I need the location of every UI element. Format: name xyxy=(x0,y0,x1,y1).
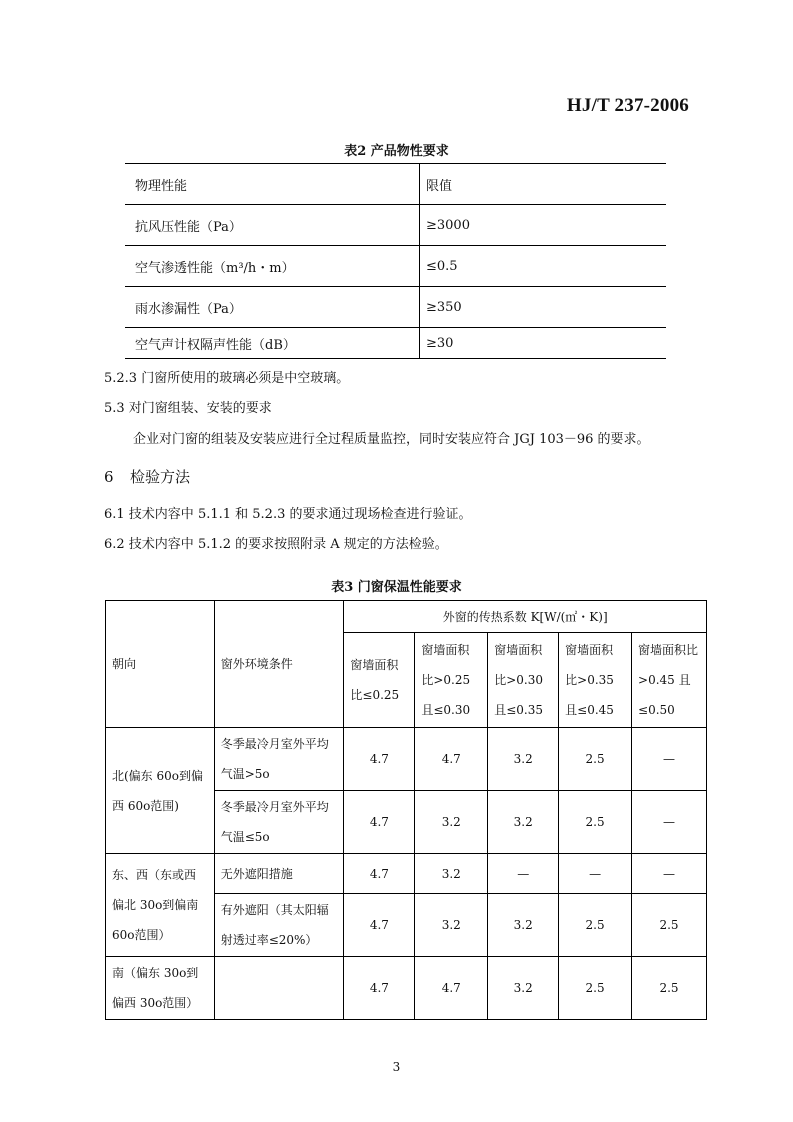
table3-cell: 4.7 xyxy=(344,957,415,1020)
table3-cell: 4.7 xyxy=(344,854,415,894)
paragraph-5-3-body: 企业对门窗的组装及安装应进行全过程质量监控，同时安装应符合 JGJ 103－96 的要求。 xyxy=(133,432,650,447)
table3-cell: — xyxy=(632,791,707,854)
table3-cell: 4.7 xyxy=(344,728,415,791)
table3-cell: 2.5 xyxy=(632,894,707,957)
table3-cell: — xyxy=(488,854,559,894)
table3-cell: 2.5 xyxy=(632,957,707,1020)
table3-cell: — xyxy=(559,854,632,894)
table-row xyxy=(125,287,666,328)
table3-header-condition: 窗外环境条件 xyxy=(214,601,344,728)
paragraph-5-2-3: 5.2.3 门窗所使用的玻璃必须是中空玻璃。 xyxy=(104,371,350,386)
table2 xyxy=(125,163,666,359)
page-number: 3 xyxy=(392,1060,401,1074)
section-number: 6 xyxy=(104,468,114,486)
document-code: HJ/T 237-2006 xyxy=(566,95,689,116)
table-row xyxy=(125,328,666,359)
table3-cell: 2.5 xyxy=(559,894,632,957)
table3-caption: 表3 门窗保温性能要求 xyxy=(331,580,462,595)
table3-orientation: 东、西（东或西偏北 30o到偏南 60o范围） xyxy=(106,854,215,957)
table3-cell: — xyxy=(632,854,707,894)
table2-cell: ≥3000 xyxy=(420,205,667,246)
table3-condition: 无外遮阳措施 xyxy=(214,854,344,894)
table3-orientation: 南（偏东 30o到偏西 30o范围） xyxy=(106,957,215,1020)
table3-cell: 2.5 xyxy=(559,791,632,854)
table3-cell: 2.5 xyxy=(559,957,632,1020)
table3-cell: 3.2 xyxy=(415,791,488,854)
table3-orientation: 北(偏东 60o到偏西 60o范围) xyxy=(106,728,215,854)
table3-cell: 3.2 xyxy=(488,728,559,791)
table3-ratio-header: 窗墙面积比>0.30 且≤0.35 xyxy=(488,633,559,728)
table3-condition: 冬季最冷月室外平均气温>5o xyxy=(214,728,344,791)
table3-ratio-header: 窗墙面积比≤0.25 xyxy=(344,633,415,728)
table-row xyxy=(125,246,666,287)
table3-header-k-value: 外窗的传热系数 K[W/(㎡・K)] xyxy=(344,601,707,633)
table2-cell: 雨水渗漏性（Pa） xyxy=(125,287,420,328)
table3-cell: 3.2 xyxy=(415,894,488,957)
table3-condition xyxy=(214,957,344,1020)
table3-cell: 3.2 xyxy=(415,854,488,894)
table3-cell: — xyxy=(632,728,707,791)
paragraph-5-3: 5.3 对门窗组装、安装的要求 xyxy=(104,401,272,416)
table3-cell: 3.2 xyxy=(488,957,559,1020)
paragraph-6-1: 6.1 技术内容中 5.1.1 和 5.2.3 的要求通过现场检查进行验证。 xyxy=(104,507,472,522)
table2-caption: 表2 产品物性要求 xyxy=(344,144,449,159)
table3-cell: 4.7 xyxy=(415,957,488,1020)
table2-cell: ≥30 xyxy=(420,328,667,359)
table-row xyxy=(106,728,707,791)
table3 xyxy=(105,600,707,1020)
table3-header-row xyxy=(106,601,707,633)
table3-cell: 4.7 xyxy=(344,791,415,854)
section-title: 检验方法 xyxy=(130,468,191,486)
table2-cell: ≥350 xyxy=(420,287,667,328)
paragraph-6-2: 6.2 技术内容中 5.1.2 的要求按照附录 A 规定的方法检验。 xyxy=(104,537,448,552)
table-row xyxy=(125,205,666,246)
table-row xyxy=(106,854,707,894)
table3-condition: 有外遮阳（其太阳辐射透过率≤20%） xyxy=(214,894,344,957)
table3-ratio-header: 窗墙面积比>0.35 且≤0.45 xyxy=(559,633,632,728)
table3-cell: 4.7 xyxy=(344,894,415,957)
table-row xyxy=(106,957,707,1020)
table2-cell: 空气声计权隔声性能（dB） xyxy=(125,328,420,359)
section-6-heading xyxy=(104,466,190,487)
table3-cell: 4.7 xyxy=(415,728,488,791)
table3-cell: 2.5 xyxy=(559,728,632,791)
table2-header-row xyxy=(125,164,666,205)
table3-ratio-header: 窗墙面积比>0.25 且≤0.30 xyxy=(415,633,488,728)
table3-ratio-header: 窗墙面积比>0.45 且≤0.50 xyxy=(632,633,707,728)
table3-cell: 3.2 xyxy=(488,791,559,854)
table2-cell: 抗风压性能（Pa） xyxy=(125,205,420,246)
table2-header-property: 物理性能 xyxy=(125,164,420,205)
table3-condition: 冬季最冷月室外平均气温≤5o xyxy=(214,791,344,854)
table2-header-limit: 限值 xyxy=(420,164,667,205)
table2-cell: 空气渗透性能（m³/h・m） xyxy=(125,246,420,287)
table3-header-orientation: 朝向 xyxy=(106,601,215,728)
table2-cell: ≤0.5 xyxy=(420,246,667,287)
table3-cell: 3.2 xyxy=(488,894,559,957)
